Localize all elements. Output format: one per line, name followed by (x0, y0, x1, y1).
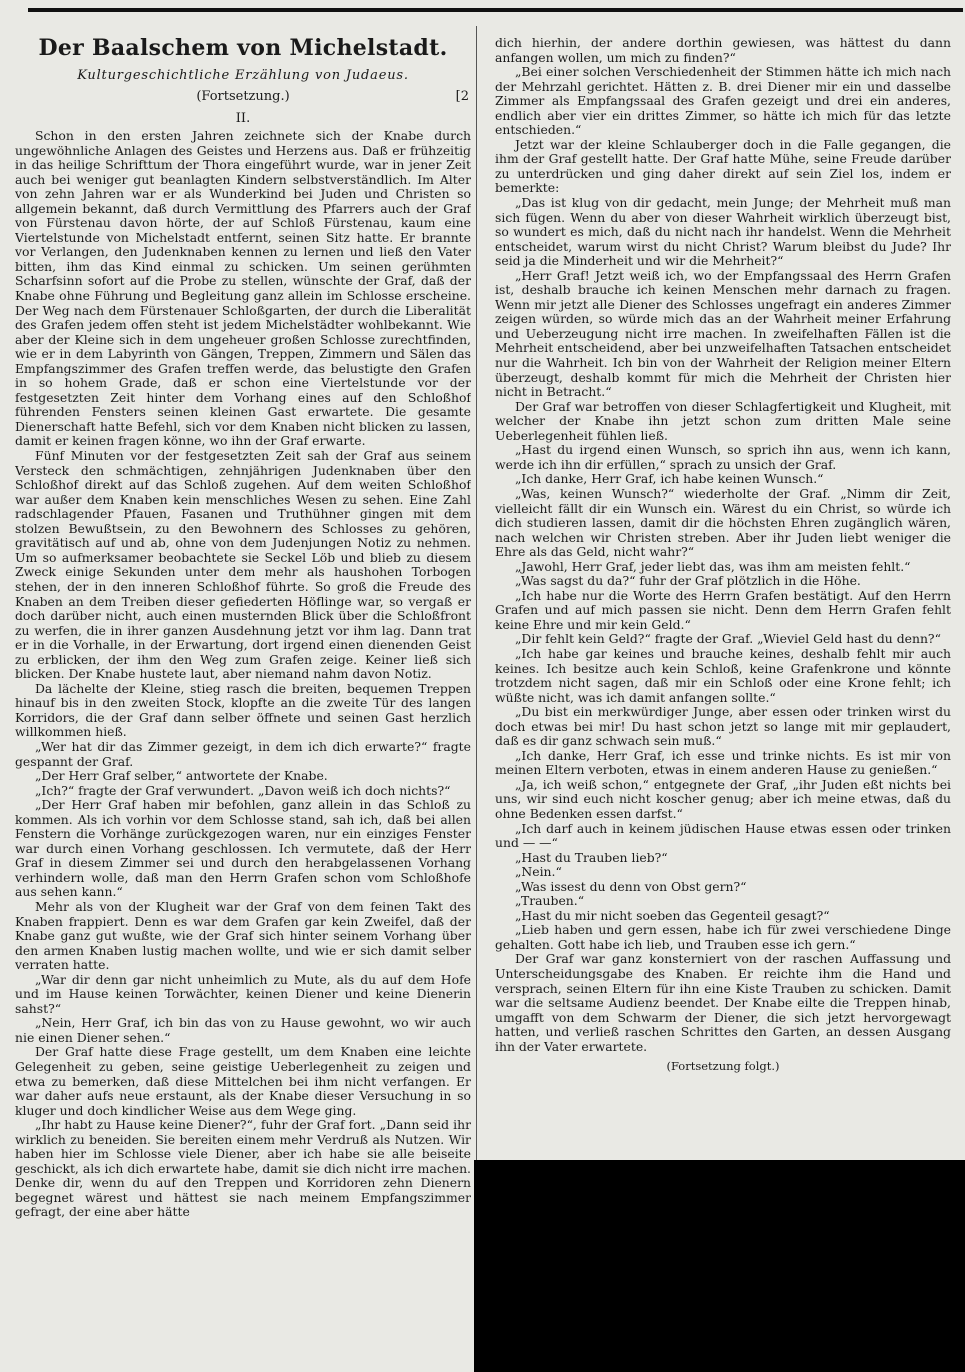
paragraph: „Wer hat dir das Zimmer gezeigt, in dem ich dich erwarte?“ fragte gespannt der Graf. (15, 738, 471, 769)
paragraph: „Der Herr Graf haben mir befohlen, ganz allein in das Schloß zu kommen. Als ich vorhin vor dem Schlosse stand, sah ich, daß bei allen Fenstern die Vorhänge zurückgezogen waren, nur ein einziges Fenster war durch einen Vorhang geschlossen. Ich vermutete, daß der Herr Graf in diesem Zimmer sei und durch den herabgelassenen Vorhang verhindern wolle, daß man den Herrn Grafen schon vom Schloßhofe aus sehen kann.“ (15, 797, 471, 900)
paragraph: „Hast du Trauben lieb?“ (515, 849, 668, 865)
paragraph: „Ihr habt zu Hause keine Diener?“, fuhr der Graf fort. „Dann seid ihr wirklich zu beneiden. Sie bereiten einem mehr Verdruß als Nutzen. Wir haben hier im Schlosse viele Diener, aber ich habe sie alle beiseite geschickt, als ich dich erwartete habe, damit sie dich nicht irre machen. Denke dir, wenn du auf den Treppen und Korridoren zehn Dienern begegnet wärest und hättest sie nach meinem Empfangszimmer gefragt, der eine aber hätte (15, 1117, 471, 1220)
masthead-fragment (0, 0, 965, 14)
paragraph: „Ich habe nur die Worte des Herrn Grafen bestätigt. Auf den Herrn Grafen und auf mich passen sie nicht. Denn dem Herrn Grafen fehlt keine Ehre und mir kein Geld.“ (495, 587, 951, 632)
installment-number: [2 (455, 89, 469, 104)
paragraph: „Der Herr Graf selber,“ antwortete der Knabe. (35, 768, 328, 784)
paragraph: „Das ist klug von dir gedacht, mein Junge; der Mehrheit muß man sich fügen. Wenn du aber von dieser Wahrheit wirklich überzeugt bist, so wundert es mich, daß du nicht nach ihr handelst. Wenn die Mehrheit entscheidet, warum wirst du nicht Christ? Warum bleibst du Jude? Ihr seid ja die Minderheit und wir die Mehrheit?“ (495, 195, 951, 269)
masthead-letter-fragment (684, 0, 724, 8)
paragraph: „Ich darf auch in keinem jüdischen Hause etwas essen oder trinken und — —“ (495, 820, 951, 851)
paragraph: „Hast du mir nicht soeben das Gegenteil gesagt?“ (515, 907, 830, 923)
paragraph: „Nein.“ (515, 864, 562, 880)
paragraph: „Was, keinen Wunsch?“ wiederholte der Graf. „Nimm dir Zeit, vielleicht fällt dir ein Wunsch ein. Wärest du ein Christ, so würde ich dich studieren lassen, damit dir die höchsten Ehren zugänglich wären, nach welchen wir Christen streben. Aber ihr Juden liebt weniger die Ehre als das Geld, nicht wahr?“ (495, 485, 951, 560)
paragraph: „Nein, Herr Graf, ich bin das von zu Hause gewohnt, wo wir auch nie einen Diener sehen.“ (15, 1015, 471, 1045)
paragraph: „Bei einer solchen Verschiedenheit der Stimmen hätte ich mich nach der Mehrzahl gerichtet. Hätten z. B. drei Diener mir ein und dasselbe Zimmer als Empfangssaal des Grafen gezeigt und drei ein anderes, endlich aber vier ein drittes Zimmer, so hätte ich mich für das letzte entschieden.“ (495, 64, 951, 138)
paragraph: „War dir denn gar nicht unheimlich zu Mute, als du auf dem Hofe und im Hause keinen Torwächter, keinen Diener und keine Dienerin sahst?“ (15, 971, 471, 1016)
paragraph: Mehr als von der Klugheit war der Graf von dem feinen Takt des Knaben frappiert. Denn es war dem Grafen gar kein Zweifel, daß der Knabe ganz gut wußte, wie der Graf sich hinter seinem Vorhang über den armen Knaben lustig machen wollte, und wie er sich damit selber verraten hatte. (15, 898, 471, 973)
article-title: Der Baalschem von Michelstadt. (38, 35, 448, 61)
paragraph: „Herr Graf! Jetzt weiß ich, wo der Empfangssaal des Herrn Grafen ist, deshalb brauche ich keinen Menschen mehr darnach zu fragen. Wenn mir jetzt alle Diener des Schlosses ungefragt ein anderes Zimmer zeigen würden, so würde mich das an der Wahrheit meiner Erfahrung und Ueberzeugung nicht irre machen. In zweifelhaften Fällen ist die Mehrheit entscheidend, aber bei unzweifelhaften Tatsachen entscheidet nur die Wahrheit. Ich bin von der Wahrheit der Religion meiner Eltern überzeugt, deshalb kommt für mich die Mehrheit der Christen hier nicht in Betracht.“ (495, 267, 951, 400)
continuation-row (15, 87, 471, 107)
masthead-rule (28, 8, 963, 12)
paragraph: Der Graf war betroffen von dieser Schlagfertigkeit und Klugheit, mit welcher der Knabe ihn jetzt schon zum dritten Male seine Ueberlegenheit fühlen ließ. (495, 398, 951, 443)
left-column (15, 34, 471, 1366)
paragraph: „Jawohl, Herr Graf, jeder liebt das, was ihm am meisten fehlt.“ (515, 558, 911, 574)
paragraph: „Ich danke, Herr Graf, ich habe keinen Wunsch.“ (515, 471, 824, 487)
continuation-note: (Fortsetzung.) (196, 89, 290, 104)
column-divider (476, 26, 477, 1356)
section-number: II. (235, 111, 251, 126)
paragraph: „Ich danke, Herr Graf, ich esse und trinke nichts. Es ist mir von meinen Eltern verboten, etwas in einem anderen Hause zu genießen.“ (495, 747, 951, 778)
article-subtitle: Kulturgeschichtliche Erzählung von Judaeus. (77, 68, 409, 83)
paragraph: „Lieb haben und gern essen, habe ich für zwei verschiedene Dinge gehalten. Gott habe ich lieb, und Trauben esse ich gern.“ (495, 922, 951, 952)
paragraph: „Was sagst du da?“ fuhr der Graf plötzlich in die Höhe. (515, 573, 861, 589)
paragraph: dich hierhin, der andere dorthin gewiesen, was hättest du dann anfangen wollen, um mich zu finden?“ (495, 36, 951, 65)
paragraph: „Was issest du denn von Obst gern?“ (515, 878, 747, 894)
paragraph: „Du bist ein merkwürdiger Junge, aber essen oder trinken wirst du doch etwas bei mir! Du hast schon jetzt so lange mit mir geplaudert, daß es dir ganz schwach sein muß.“ (495, 704, 951, 749)
black-scan-area (474, 1160, 965, 1372)
paragraph: Jetzt war der kleine Schlauberger doch in die Falle gegangen, die ihm der Graf gestellt hatte. Der Graf hatte Mühe, seine Freude darüber zu unterdrücken und ging daher direkt auf sein Ziel los, indem er bemerkte: (495, 136, 951, 196)
paragraph: Schon in den ersten Jahren zeichnete sich der Knabe durch ungewöhnliche Anlagen des Geistes und Herzens aus. Daß er frühzeitig in das heilige Schrifttum der Thora eingeführt wurde, war in jener Zeit auch bei weniger gut beanlagten Kindern selbstverständlich. Im Alter von zehn Jahren war er als Wunderkind bei Juden und Christen so allgemein bekannt, daß durch Vermittlung des Pfarrers auch der Graf von Fürstenau davon hörte, der auf Schloß Fürstenau, kaum eine Viertelstunde von Michelstadt entfernt, seinen Sitz hatte. Er brannte vor Verlangen, den Judenknaben kennen zu lernen und ließ den Vater bitten, ihm das Kind einmal zu schicken. Um seinen gerühmten Scharfsinn sofort auf die Probe zu stellen, wünschte der Graf, daß der Knabe ohne Führung und Begleitung ganz allein im Schlosse erscheine. Der Weg nach dem Fürstenauer Schloßgarten, der durch die Liberalität des Grafen jedem offen steht ist jedem Michelstädter wohlbekannt. Wie aber der Kleine sich in dem ungeheuer großen Schlosse zurechtfinden, wie er in dem Labyrinth von Gängen, Treppen, Zimmern und Sälen das Empfangszimmer des Grafen treffen werde, das belustigte den Grafen in so hohem Grade, daß er schon eine Viertelstunde vor der festgesetzten Zeit hinter dem Vorhang eines auf den Schloßhof führenden Fensters seinen kleinen Gast erwartete. Die gesamte Dienerschaft hatte Befehl, sich vor dem Knaben nicht blicken zu lassen, damit er keinen fragen könne, wo ihn der Graf erwarte. (15, 128, 471, 449)
to-be-continued-note: (Fortsetzung folgt.) (666, 1059, 780, 1074)
paragraph: „Ich habe gar keines und brauche keines, deshalb fehlt mir auch keines. Ich besitze auch kein Schloß, keine Grafenkrone und könnte trotzdem nicht sagen, daß mir ein Schloß oder eine Krone fehlt; ich wüßte nicht, was ich damit anfangen sollte.“ (495, 645, 951, 705)
paragraph: Der Graf hatte diese Frage gestellt, um dem Knaben eine leichte Gelegenheit zu geben, seine geistige Ueberlegenheit zu zeigen und etwa zu bemerken, daß diese Mittelchen bei ihm nicht verfangen. Er war daher aufs neue erstaunt, als der Knabe dieser Versuchung in so kluger und doch kindlicher Weise aus dem Wege ging. (15, 1044, 471, 1118)
paragraph: „Ich?“ fragte der Graf verwundert. „Davon weiß ich doch nichts?“ (35, 782, 451, 798)
paragraph: Da lächelte der Kleine, stieg rasch die breiten, bequemen Treppen hinauf bis in den zweiten Stock, klopfte an die zweite Tür des langen Korridors, die der Graf dann selber öffnete und seinen Gast herzlich willkommen hieß. (15, 680, 471, 740)
paragraph: Fünf Minuten vor der festgesetzten Zeit sah der Graf aus seinem Versteck den schmächtigen, zehnjährigen Judenknaben über den Schloßhof direkt auf das Schloß zugehen. Auf dem weiten Schloßhof war außer dem Knaben kein menschliches Wesen zu sehen. Eine Zahl radschlagender Pfauen, Fasanen und Truthühner gingen mit dem stolzen Bewußtsein, zu den Bewohnern des Schlosses zu gehören, gravitätisch auf und ab, ohne von dem Judenjungen Notiz zu nehmen. Um so aufmerksamer beobachtete sie Seckel Löb und blieb zu diesem Zweck einige Sekunden unter dem mehr als haushohen Torbogen stehen, der in den inneren Schloßhof führte. So groß die Freude des Knaben an dem Treiben dieser gefiederten Höflinge war, so vergaß er doch darüber nicht, auch einen musternden Blick über die Schloßfront zu werfen, die in ihrer ganzen Ausdehnung jetzt vor ihm lag. Dann trat er in die Vorhalle, in der Erwartung, dort irgend einen dienenden Geist zu erblicken, der ihm den Weg zum Grafen zeige. Keiner ließ sich blicken. Der Knabe hustete laut, aber niemand nahm davon Notiz. (15, 448, 471, 682)
paragraph: Der Graf war ganz konsterniert von der raschen Auffassung und Unterscheidungsgabe des Knaben. Er reichte ihm die Hand und versprach, seinen Eltern für ihn eine Kiste Trauben zu schicken. Damit war die seltsame Audienz beendet. Der Knabe eilte die Treppen hinab, umgafft von dem Schwarm der Diener, die sich jetzt hervorgewagt hatten, und verließ raschen Schrittes den Garten, an dessen Ausgang ihn der Vater erwartete. (495, 951, 951, 1054)
paragraph: „Hast du irgend einen Wunsch, so sprich ihn aus, wenn ich kann, werde ich ihn dir erfüllen,“ sprach zu unsich der Graf. (495, 442, 951, 472)
paragraph: „Ja, ich weiß schon,“ entgegnete der Graf, „ihr Juden eßt nichts bei uns, wir sind euch nicht koscher genug; aber ich meine etwas, daß du ohne Bedenken essen darfst.“ (495, 776, 951, 821)
paragraph: „Trauben.“ (515, 893, 585, 909)
right-column (495, 36, 951, 1156)
paragraph: „Dir fehlt kein Geld?“ fragte der Graf. „Wieviel Geld hast du denn?“ (515, 631, 941, 647)
